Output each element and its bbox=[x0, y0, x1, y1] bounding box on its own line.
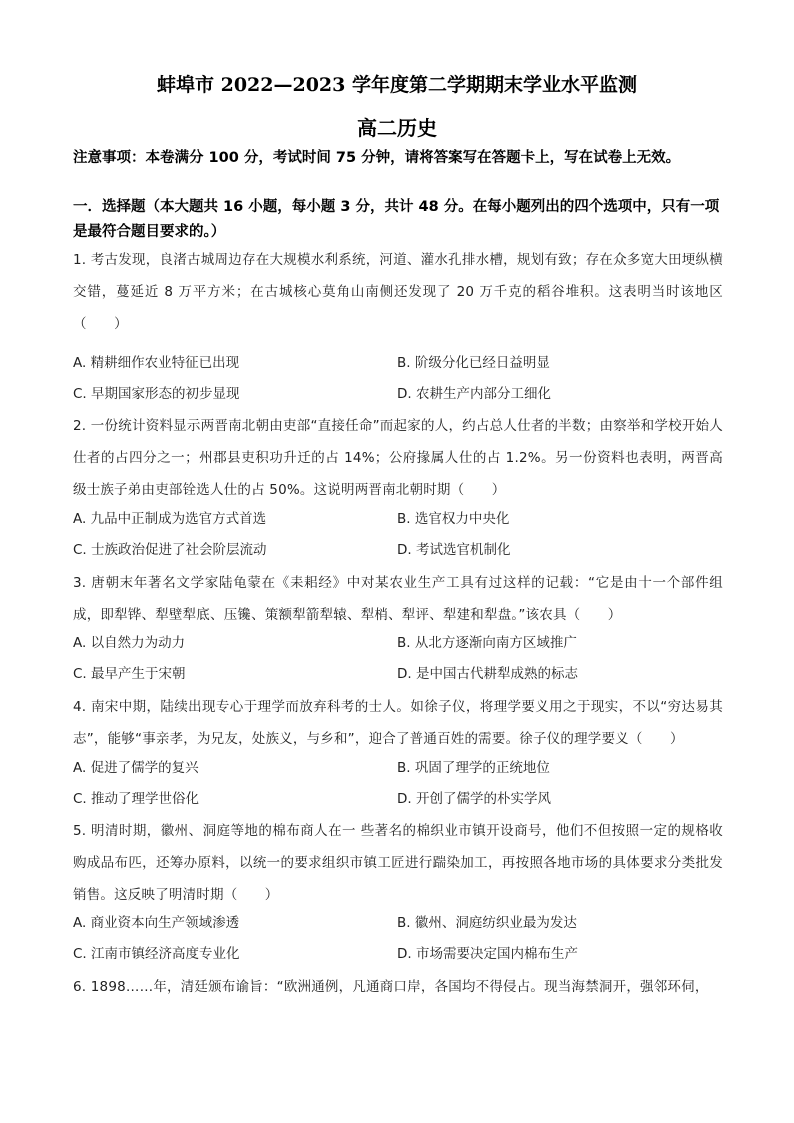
question-5-option-b[interactable]: B. 徽州、洞庭纺织业最为发达 bbox=[397, 915, 577, 931]
question-4-stem: 4. 南宋中期，陆续出现专心于理学而放弃科考的士人。如徐子仪，将理学要义用之于现实，不以“穷达易其志”，能够“事亲孝，为兄友，处族义，与乡和”，迎合了普通百姓的需要。徐子仪的理学要义（ ） bbox=[73, 699, 723, 747]
question-2-option-b[interactable]: B. 选官权力中央化 bbox=[397, 511, 510, 527]
question-1-option-a[interactable]: A. 精耕细作农业特征已出现 bbox=[73, 355, 240, 371]
question-4-option-c[interactable]: C. 推动了理学世俗化 bbox=[73, 791, 200, 807]
question-1-option-d[interactable]: D. 农耕生产内部分工细化 bbox=[397, 386, 551, 402]
question-4-option-d[interactable]: D. 开创了儒学的朴实学风 bbox=[397, 791, 551, 807]
exam-notice: 注意事项：本卷满分 100 分，考试时间 75 分钟，请将答案写在答题卡上，写在试卷上无效。 bbox=[73, 150, 681, 166]
question-3-option-b[interactable]: B. 从北方逐渐向南方区域推广 bbox=[397, 635, 577, 651]
question-1-option-c[interactable]: C. 早期国家形态的初步显现 bbox=[73, 386, 240, 402]
question-3-option-d[interactable]: D. 是中国古代耕犁成熟的标志 bbox=[397, 666, 578, 682]
section-heading: 一．选择题（本大题共 16 小题，每小题 3 分，共计 48 分。在每小题列出的四个选项中，只有一项是最符合题目要求的。） bbox=[73, 199, 720, 240]
question-1-option-b[interactable]: B. 阶级分化已经日益明显 bbox=[397, 355, 550, 371]
question-2-option-c[interactable]: C. 士族政治促进了社会阶层流动 bbox=[73, 542, 267, 558]
question-5-stem: 5. 明清时期，徽州、洞庭等地的棉布商人在一 些著名的棉织业市镇开设商号，他们不但按照一定的规格收购成品布匹，还筹办原料，以统一的要求组织市镇工匠进行踹染加工，再按照各地市场的具体要求分类批发销售。这反映了明清时期（ ） bbox=[73, 823, 723, 903]
question-3-option-a[interactable]: A. 以自然力为动力 bbox=[73, 635, 186, 651]
question-1-stem: 1. 考古发现，良渚古城周边存在大规模水利系统，河道、灌水孔排水槽，规划有致；存在众多宽大田埂纵横交错，蔓延近 8 万平方米；在古城核心莫角山南侧还发现了 20 万千克的稻谷堆积。这表明当时该地区（ ） bbox=[73, 252, 723, 332]
question-2-option-d[interactable]: D. 考试选官机制化 bbox=[397, 542, 511, 558]
question-4-option-b[interactable]: B. 巩固了理学的正统地位 bbox=[397, 760, 550, 776]
question-3-option-c[interactable]: C. 最早产生于宋朝 bbox=[73, 666, 186, 682]
subject-title: 高二历史 bbox=[357, 116, 437, 140]
question-6-stem: 6. 1898……年，清廷颁布谕旨：“欧洲通例，凡通商口岸，各国均不得侵占。现当海禁洞开，强邻环伺， bbox=[73, 979, 709, 995]
question-5-option-d[interactable]: D. 市场需要决定国内棉布生产 bbox=[397, 946, 578, 962]
question-2-option-a[interactable]: A. 九品中正制成为选官方式首选 bbox=[73, 511, 267, 527]
question-3-stem: 3. 唐朝末年著名文学家陆龟蒙在《耒耜经》中对某农业生产工具有过这样的记载：“它是由十一个部件组成，即犁铧、犁壁犁底、压镵、策额犁箭犁辕、犁梢、犁评、犁建和犁盘。”该农具（ ） bbox=[73, 575, 723, 623]
question-2-stem: 2. 一份统计资料显示两晋南北朝由吏部“直接任命”而起家的人，约占总人仕者的半数；由察举和学校开始人仕者的占四分之一；州郡县吏积功升迁的占 14%；公府掾属人仕的占 1.2%。另一份资料也表明，两晋高级士族子弟由吏部铨选人仕的占 50%。这说明两晋南北朝时期（ ） bbox=[73, 418, 723, 498]
question-5-option-c[interactable]: C. 江南市镇经济高度专业化 bbox=[73, 946, 240, 962]
exam-title: 蚌埠市 2022—2023 学年度第二学期期末学业水平监测 bbox=[157, 74, 637, 96]
question-5-option-a[interactable]: A. 商业资本向生产领域渗透 bbox=[73, 915, 240, 931]
question-4-option-a[interactable]: A. 促进了儒学的复兴 bbox=[73, 760, 199, 776]
